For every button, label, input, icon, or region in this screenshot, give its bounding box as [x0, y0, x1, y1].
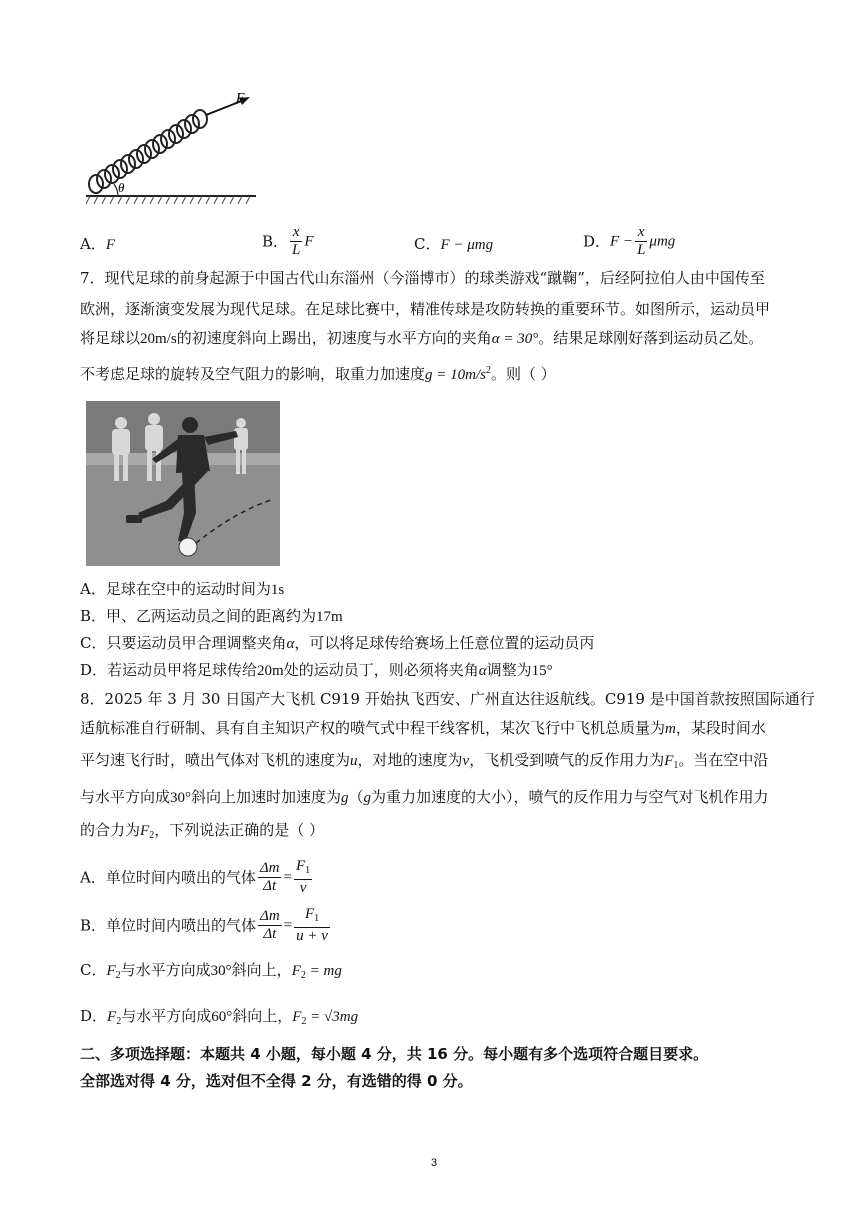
- page-number: 3: [430, 1157, 438, 1169]
- q8-line-5: 的合力为$F_2$，下列说法正确的是（ ）: [80, 821, 324, 841]
- section-2-line-2: 全部选对得 4 分，选对但不全得 2 分，有选错的得 0 分。: [80, 1072, 473, 1090]
- q8-option-c: C．$F_2$与水平方向成30°斜向上，$F_2$ = mg: [80, 961, 342, 981]
- q8-option-a: A．单位时间内喷出的气体 $\frac{\Delta m}{\Delta t}$ = $\frac{F_1}{v}$: [80, 858, 311, 896]
- q8-option-b: B．单位时间内喷出的气体 $\frac{\Delta m}{\Delta t}$ = $\frac{F_1}{u + v}$: [80, 906, 328, 944]
- q6-option-a: A．F: [80, 235, 116, 253]
- q7-option-c: C．只要运动员甲合理调整夹角α，可以将足球传给赛场上任意位置的运动员丙: [80, 634, 595, 652]
- spring-coils: [89, 110, 207, 193]
- q8-line-1: 8．2025 年 3 月 30 日国产大飞机 C919 开始执飞西安、广州直达往返航线。C919 是中国首款按照国际通行: [80, 690, 815, 708]
- incline-spring-figure: [84, 88, 264, 208]
- q7-line-2: 欧洲，逐渐演变发展为现代足球。在足球比赛中，精准传球是攻防转换的重要环节。如图所示，运动员甲: [80, 300, 771, 318]
- q6-option-d: D．F − $\frac{x}{L}$ μmg: [583, 224, 676, 258]
- q8-line-3: 平匀速飞行时，喷出气体对飞机的速度为u，对地的速度为v，飞机受到喷气的反作用力为$F_1$。当在空中沿: [80, 751, 769, 771]
- q7-line-3: 将足球以20m/s的初速度斜向上踢出，初速度与水平方向的夹角α = 30°。结果足球刚好落到运动员乙处。: [80, 329, 764, 347]
- q7-option-b: B．甲、乙两运动员之间的距离约为17m: [80, 607, 343, 625]
- q8-option-d: D．$F_2$与水平方向成60°斜向上，$F_2 = √3mg$: [80, 1007, 359, 1027]
- force-label: F: [236, 91, 245, 106]
- section-2-line-1: 二、多项选择题：本题共 4 小题，每小题 4 分，共 16 分。每小题有多个选项符合题目要求。: [80, 1045, 709, 1063]
- angle-label: θ: [118, 180, 125, 195]
- q8-line-2: 适航标准自行研制、具有自主知识产权的喷气式中程干线客机，某次飞行中飞机总质量为m，某段时间水: [80, 719, 766, 737]
- soccer-player-kicking-photo: [86, 401, 280, 566]
- q7-option-d: D．若运动员甲将足球传给20m处的运动员丁，则必须将夹角α调整为15°: [80, 661, 553, 679]
- q7-line-4: 不考虑足球的旋转及空气阻力的影响，取重力加速度$g = 10m/s^2$。则（ ）: [80, 365, 556, 383]
- q7-line-1: 7．现代足球的前身起源于中国古代山东淄州（今淄博市）的球类游戏“蹴鞠”，后经阿拉伯人由中国传至: [80, 269, 765, 287]
- q8-line-4: 与水平方向成30°斜向上加速时加速度为g（g为重力加速度的大小），喷气的反作用力与空气对飞机作用力: [80, 788, 769, 806]
- q7-option-a: A．足球在空中的运动时间为1s: [80, 580, 285, 598]
- q6-option-c: C．F − μmg: [414, 235, 494, 253]
- q6-option-b: B． $\frac{x}{L}$ F: [262, 224, 314, 258]
